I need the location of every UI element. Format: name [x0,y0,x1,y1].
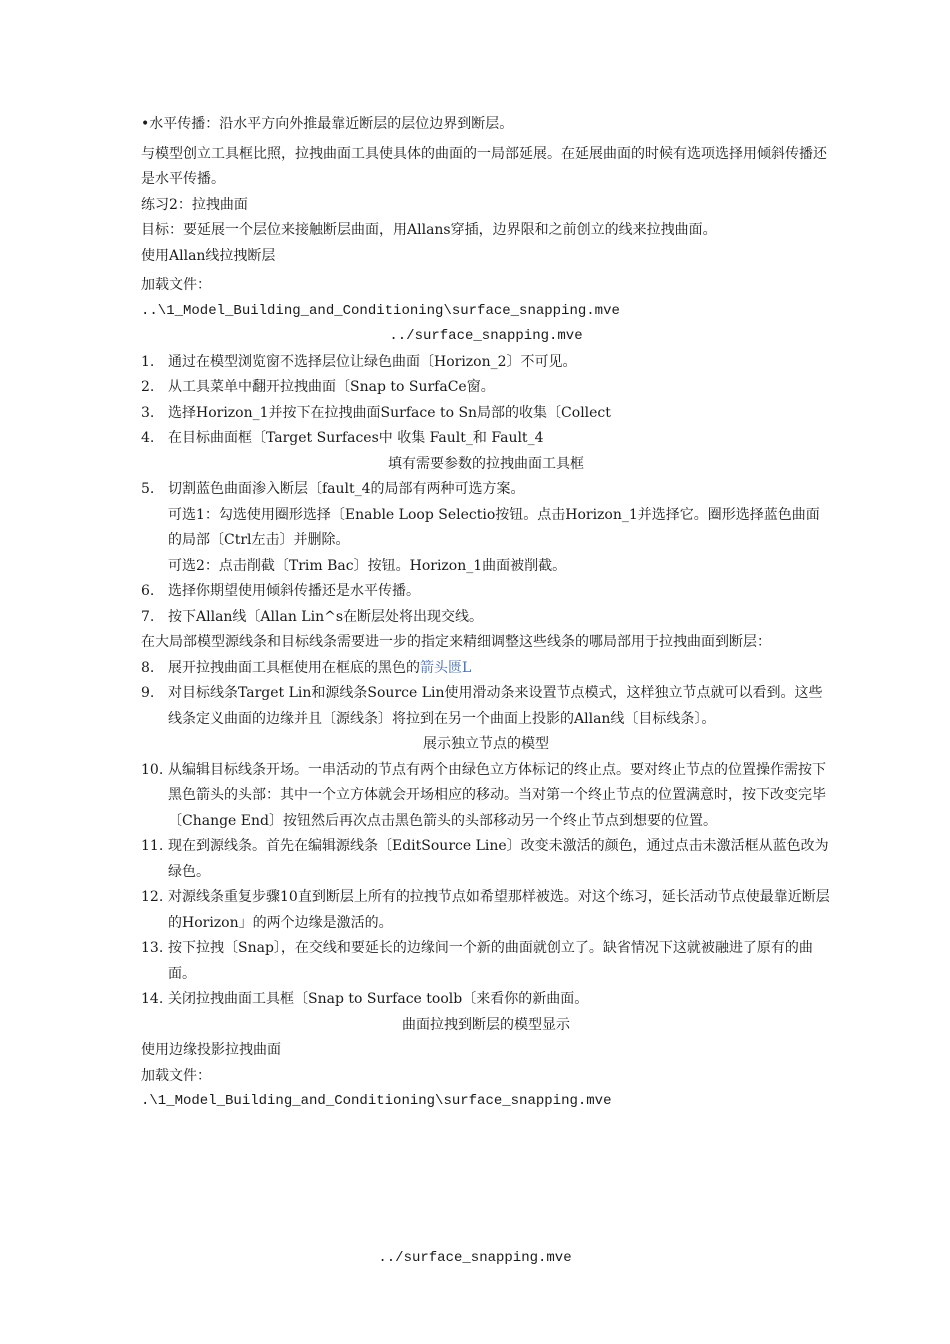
file-path: ..\1_Model_Building_and_Conditioning\surface_snapping.mve [141,302,620,319]
list-number: 2. [141,379,155,395]
list-item [141,477,831,503]
list-text: 切割蓝色曲面渗入断层〔fault_4的局部有两种可选方案。 [168,481,525,497]
section-heading: 使用边缘投影拉拽曲面 [141,1042,281,1058]
list-text: 通过在模型浏览窗不选择层位让绿色曲面〔Horizon_2〕不可见。 [168,353,577,370]
list-number: 12. [141,889,164,905]
list-item [141,758,831,835]
list-number: 1. [141,353,155,370]
list-number: 10. [141,761,164,778]
file-path: .\1_Model_Building_and_Conditioning\surface_snapping.mve [141,1093,612,1109]
load-file-label: 加载文件： [141,1067,211,1084]
footer-path: ../surface_snapping.mve [378,1250,572,1266]
list-text: 按下拉拽〔Snap〕，在交线和要延长的边缘间一个新的曲面就创立了。缺省情况下这就被融进了原有的曲面。 [168,940,813,982]
list-text: 选择你期望使用倾斜传播还是水平传播。 [168,583,420,599]
list-number: 14. [141,991,164,1007]
list-item [141,375,831,401]
list-number: 9. [141,685,155,701]
list-number: 13. [141,940,164,956]
text-paragraph: 与模型创立工具框比照，拉拽曲面工具使具体的曲面的一局部延展。在延展曲面的时候有选项选择用倾斜传播还是水平传播。 [141,145,827,187]
figure-caption: 展示独立节点的模型 [423,736,549,752]
list-number: 7. [141,608,155,625]
exercise-heading: 练习2：拉拽曲面 [141,196,248,213]
figure-caption: 填有需要参数的拉拽曲面工具框 [388,455,584,472]
text-paragraph: 在大局部模型源线条和目标线条需要进一步的指定来精细调整这些线条的哪局部用于拉拽曲面到断层： [141,634,771,650]
list-number: 4. [141,430,155,446]
list-item [141,987,831,1013]
list-number: 11. [141,838,164,854]
list-item [141,936,831,987]
image-placeholder-path: ../surface_snapping.mve [389,328,583,344]
list-item [141,681,831,732]
load-file-label: 加载文件： [141,277,211,293]
list-item [141,834,831,885]
list-number: 5. [141,481,155,497]
list-text: 展开拉拽曲面工具框使用在框底的黑色的 [168,659,420,676]
list-text: 从编辑目标线条开场。一串活动的节点有两个由绿色立方体标记的终止点。要对终止节点的位置操作需按下黑色箭头的头部：其中一个立方体就会开场相应的移动。当对第一个终止节点的位置满意时，按下改变完毕〔Change End〕按钮然后再次点击黑色箭头的头部移动另一个终止节点到想要的位置。 [168,761,826,829]
list-number: 6. [141,583,155,599]
list-item [141,426,831,452]
inline-link[interactable]: 箭头匮L [420,659,472,676]
list-text: 现在到源线条。首先在编辑源线条〔EditSource Line〕改变未激活的颜色，通过点击未激活框从蓝色改为绿色。 [168,838,829,880]
list-item [141,579,831,605]
list-item [141,605,831,631]
list-text: 在目标曲面框〔Target Surfaces中 收集 Fault_和 Fault_4 [168,430,544,446]
list-text: 关闭拉拽曲面工具框〔Snap to Surface toolb〔来看你的新曲面。 [168,991,589,1007]
option-text: 可选1：勾选使用圈形选择〔Enable Loop Selectio按钮。点击Horizon_1并选择它。圈形选择蓝色曲面的局部〔Ctrl左击〕并删除。 [168,506,820,548]
text-line: •水平传播：沿水平方向外推最靠近断层的层位边界到断层。 [141,116,514,132]
list-item [141,656,831,682]
list-text: 按下Allan线〔Allan Lin^s在断层处将出现交线。 [168,608,484,625]
figure-caption: 曲面拉拽到断层的模型显示 [402,1016,570,1033]
list-text: 从工具菜单中翻开拉拽曲面〔Snap to SurfaCe窗。 [168,379,495,395]
list-item [141,350,831,376]
list-text: 对目标线条Target Lin和源线条Source Lin使用滑动条来设置节点模式，这样独立节点就可以看到。这些线条定义曲面的边缘并且〔源线条〕将拉到在另一个曲面上投影的Allan线〔目标线条〕。 [168,685,823,727]
section-heading: 使用Allan线拉拽断层 [141,247,276,264]
list-number: 3. [141,404,155,421]
objective-line: 目标：要延展一个层位来接触断层曲面，用Allans穿插，边界限和之前创立的线来拉拽曲面。 [141,222,717,238]
list-text: 对源线条重复步骤10直到断层上所有的拉拽节点如希望那样被选。对这个练习，延长活动节点使最靠近断层的Horizon」的两个边缘是激活的。 [168,889,830,931]
option-text: 可选2：点击削截〔Trim Bac〕按钮。Horizon_1曲面被削截。 [168,557,567,574]
list-item [141,885,831,936]
list-item [141,401,831,427]
list-text: 选择Horizon_1并按下在拉拽曲面Surface to Sn局部的收集〔Collect [168,404,611,421]
document-body [141,112,831,1115]
list-number: 8. [141,659,155,676]
